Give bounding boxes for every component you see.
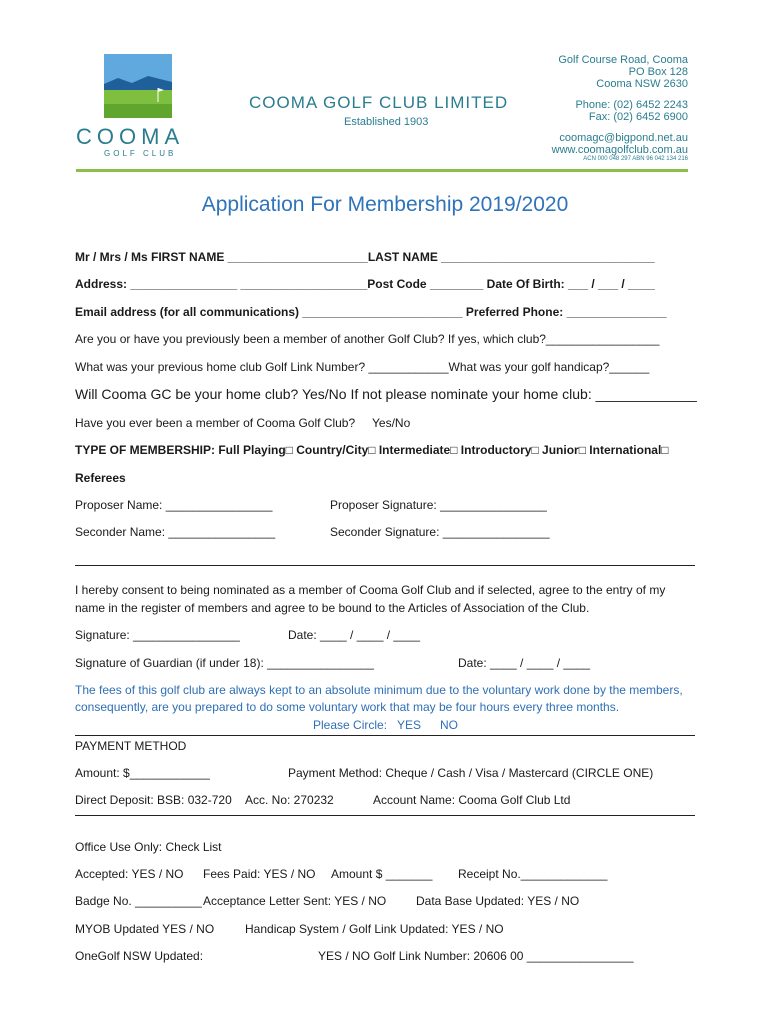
section-divider [75,565,695,566]
fees-text-line-1: The fees of this golf club are always kept to an absolute minimum due to the voluntary work done by the members, [75,683,683,697]
myob-updated-field[interactable]: MYOB Updated YES / NO [75,922,215,936]
office-use-heading: Office Use Only: Check List [75,840,222,854]
membership-type-options[interactable]: TYPE OF MEMBERSHIP: Full Playing□ Country/City□ Intermediate□ Introductory□ Junior□ International□ [75,443,669,457]
website-address: www.coomagolfclub.com.au [551,144,688,156]
acceptance-letter-field[interactable]: Acceptance Letter Sent: YES / NO [203,894,387,908]
fees-text-line-2: consequently, are you prepared to do some voluntary work that may be four hours every three months. [75,700,620,714]
acn-abn: ACN 000 048 297 ABN 96 042 134 216 [583,156,688,162]
onegolf-field[interactable]: YES / NO Golf Link Number: 20606 00 ________________ [318,949,634,963]
referees-heading: Referees [75,471,126,485]
consent-text-line-2: name in the register of members and agree to be bound to the Articles of Association of the Club. [75,601,590,615]
address-line-3: Cooma NSW 2630 [596,78,688,90]
office-amount-field[interactable]: Amount $ _______ [331,867,433,881]
payment-method-options[interactable]: Payment Method: Cheque / Cash / Visa / Mastercard (CIRCLE ONE) [288,766,654,780]
payment-top-divider [75,735,695,736]
logo-subtitle: GOLF CLUB [104,149,177,158]
volunteer-yes-option[interactable]: YES [397,718,422,732]
email-field[interactable]: Email address (for all communications) ________________________ Preferred Phone: _______________ [75,305,667,319]
onegolf-label: OneGolf NSW Updated: [75,949,204,963]
form-title: Application For Membership 2019/2020 [201,193,569,216]
address-line-2: PO Box 128 [628,66,688,78]
guardian-signature-field[interactable]: Signature of Guardian (if under 18): ________________ [75,656,374,670]
proposer-signature-field[interactable]: Proposer Signature: ________________ [330,498,547,512]
name-field[interactable]: Mr / Mrs / Ms FIRST NAME _____________________LAST NAME ________________________________ [75,250,655,264]
phone-number: Phone: (02) 6452 2243 [575,99,688,111]
golf-link-field[interactable]: What was your previous home club Golf Link Number? ____________What was your golf handicap?______ [75,360,650,374]
bsb-number: Direct Deposit: BSB: 032-720 [75,793,232,807]
consent-text-line-1: I hereby consent to being nominated as a member of Cooma Golf Club and if selected, agree to the entry of my [75,583,666,597]
address-line-1: Golf Course Road, Cooma [558,54,688,66]
receipt-number-field[interactable]: Receipt No._____________ [458,867,608,881]
please-circle-label: Please Circle: [313,718,388,732]
logo-wordmark: COOMA [76,124,185,149]
signature-date-field[interactable]: Date: ____ / ____ / ____ [288,628,421,642]
home-club-field[interactable]: Will Cooma GC be your home club? Yes/No If not please nominate your home club: _____________ [75,386,697,402]
payment-bottom-divider [75,815,695,816]
header-divider [76,169,688,172]
payment-method-heading: PAYMENT METHOD [75,739,187,753]
handicap-system-field[interactable]: Handicap System / Golf Link Updated: YES / NO [245,922,504,936]
account-number: Acc. No: 270232 [245,793,334,807]
guardian-date-field[interactable]: Date: ____ / ____ / ____ [458,656,591,670]
payment-amount-field[interactable]: Amount: $____________ [75,766,210,780]
club-logo [104,54,172,118]
club-name: COOMA GOLF CLUB LIMITED [249,93,509,112]
email-address: coomagc@bigpond.net.au [559,132,688,144]
proposer-name-field[interactable]: Proposer Name: ________________ [75,498,273,512]
seconder-name-field[interactable]: Seconder Name: ________________ [75,525,276,539]
established-text: Established 1903 [344,116,429,128]
volunteer-no-option[interactable]: NO [440,718,458,732]
seconder-signature-field[interactable]: Seconder Signature: ________________ [330,525,550,539]
badge-number-field[interactable]: Badge No. __________ [75,894,202,908]
signature-field[interactable]: Signature: ________________ [75,628,240,642]
fax-number: Fax: (02) 6452 6900 [588,111,688,123]
fees-paid-field[interactable]: Fees Paid: YES / NO [203,867,316,881]
other-club-field[interactable]: Are you or have you previously been a member of another Golf Club? If yes, which club?_________________ [75,332,660,346]
address-field[interactable]: Address: ________________ ___________________Post Code ________ Date Of Birth: ___ / ___ / ____ [75,277,655,291]
database-updated-field[interactable]: Data Base Updated: YES / NO [416,894,580,908]
previous-member-question: Have you ever been a member of Cooma Golf Club? [75,416,356,430]
previous-member-answer[interactable]: Yes/No [372,416,411,430]
account-name: Account Name: Cooma Golf Club Ltd [373,793,571,807]
accepted-field[interactable]: Accepted: YES / NO [75,867,184,881]
